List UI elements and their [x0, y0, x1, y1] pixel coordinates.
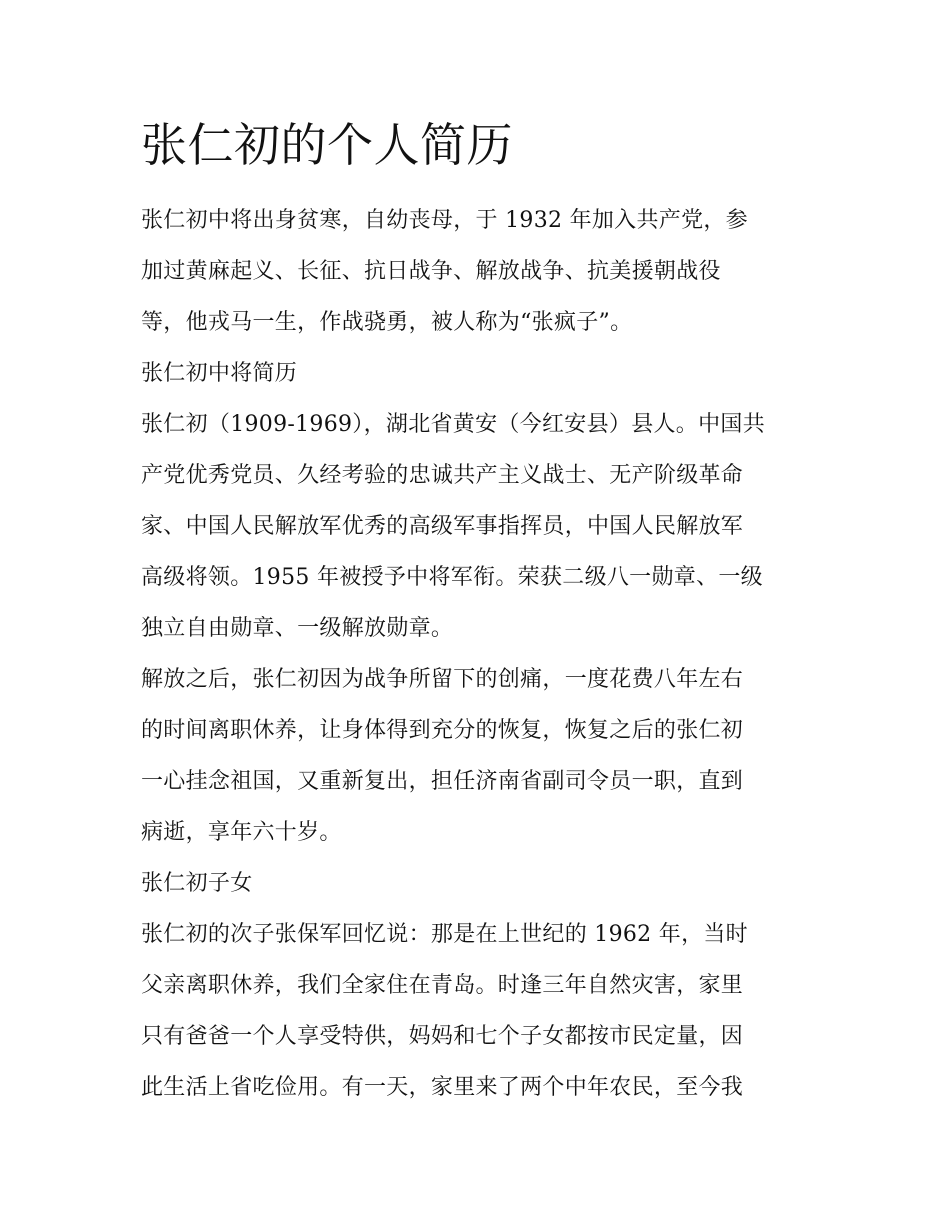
paragraph-line-10: 解放之后，张仁初因为战争所留下的创痛，一度花费八年左右 [141, 667, 744, 692]
paragraph-line-1: 张仁初中将出身贫寒，自幼丧母，于 1932 年加入共产党，参 [141, 208, 748, 233]
paragraph-line-16: 父亲离职休养，我们全家住在青岛。时逢三年自然灾害，家里 [141, 973, 744, 998]
paragraph-line-15: 张仁初的次子张保军回忆说：那是在上世纪的 1962 年，当时 [141, 922, 748, 947]
document-title: 张仁初的个人简历 [141, 118, 513, 172]
paragraph-line-6: 产党优秀党员、久经考验的忠诚共产主义战士、无产阶级革命 [141, 463, 744, 488]
paragraph-line-12: 一心挂念祖国，又重新复出，担任济南省副司令员一职，直到 [141, 769, 744, 794]
paragraph-line-7: 家、中国人民解放军优秀的高级军事指挥员，中国人民解放军 [141, 514, 744, 539]
section-heading-biography: 张仁初中将简历 [141, 361, 298, 386]
section-heading-children: 张仁初子女 [141, 871, 253, 896]
paragraph-line-5: 张仁初（1909-1969），湖北省黄安（今红安县）县人。中国共 [141, 412, 766, 437]
paragraph-line-9: 独立自由勋章、一级解放勋章。 [141, 616, 454, 641]
paragraph-line-17: 只有爸爸一个人享受特供，妈妈和七个子女都按市民定量，因 [141, 1024, 744, 1049]
paragraph-line-13: 病逝，享年六十岁。 [141, 820, 342, 845]
paragraph-line-18: 此生活上省吃俭用。有一天，家里来了两个中年农民，至今我 [141, 1075, 744, 1100]
paragraph-line-3: 等，他戎马一生，作战骁勇，被人称为“张疯子”。 [141, 310, 633, 335]
paragraph-line-11: 的时间离职休养，让身体得到充分的恢复，恢复之后的张仁初 [141, 718, 744, 743]
paragraph-line-2: 加过黄麻起义、长征、抗日战争、解放战争、抗美援朝战役 [141, 259, 721, 284]
paragraph-line-8: 高级将领。1955 年被授予中将军衔。荣获二级八一勋章、一级 [141, 565, 763, 590]
